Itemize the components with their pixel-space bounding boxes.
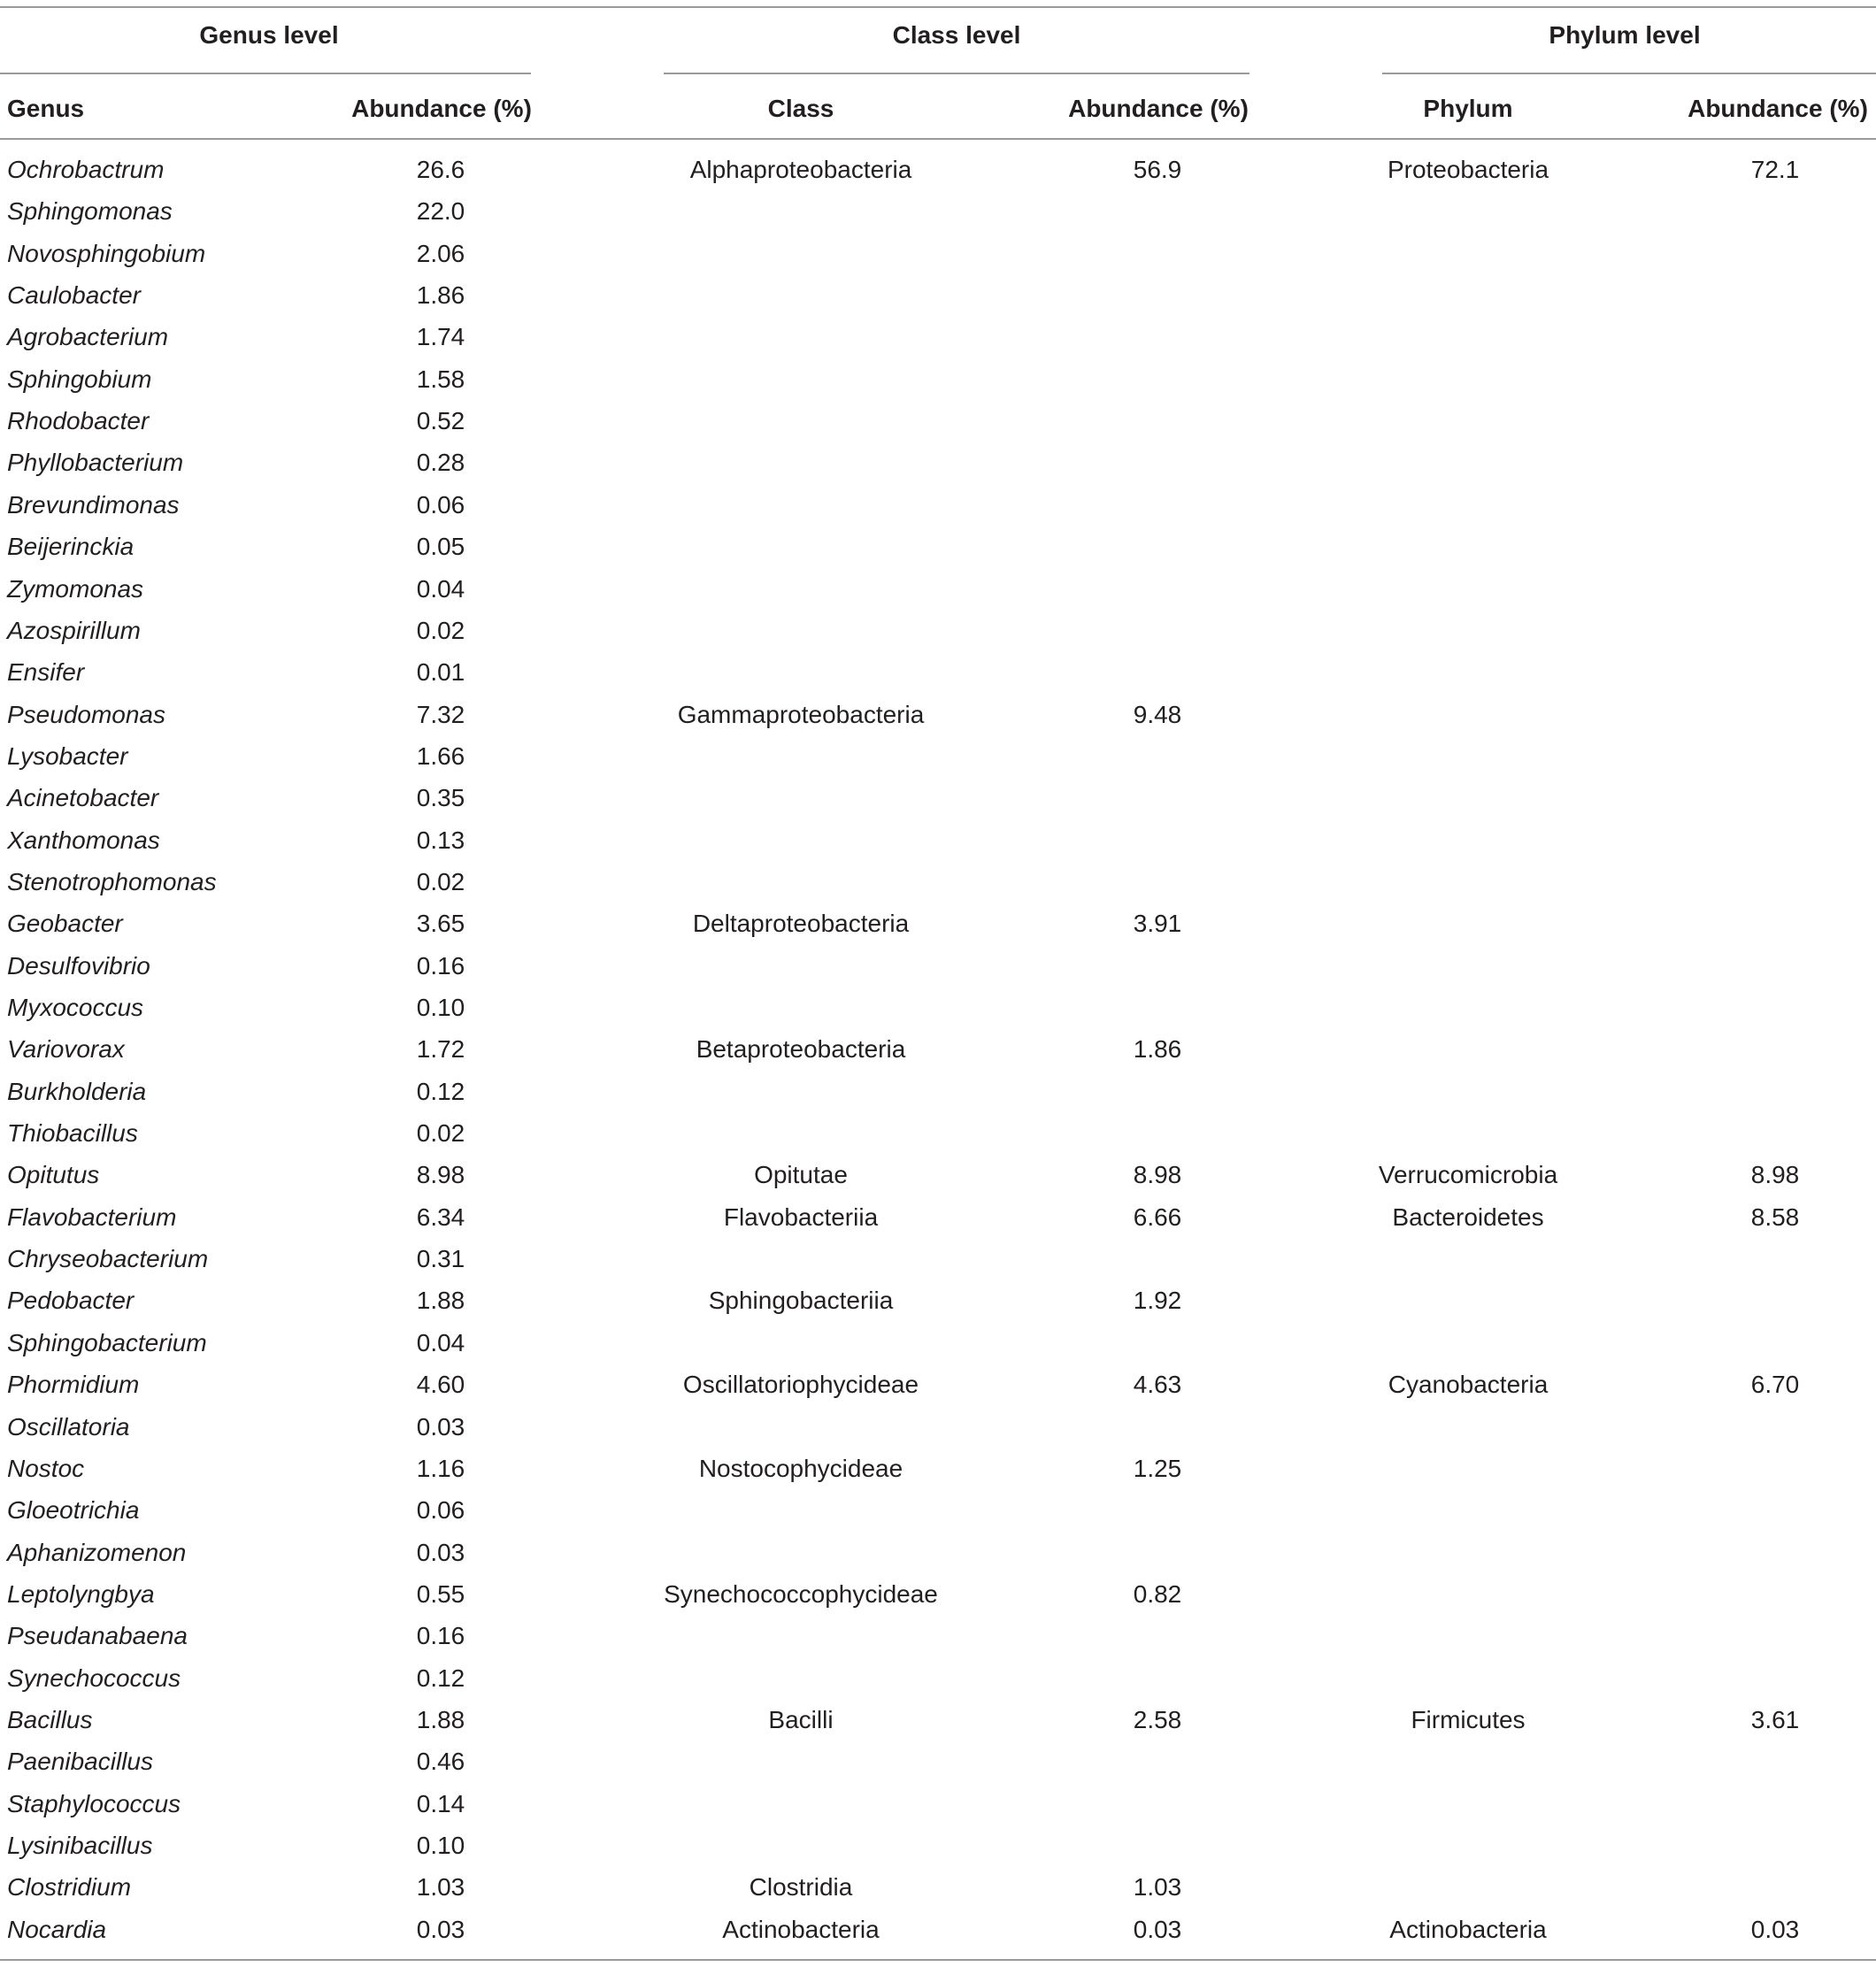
class-abundance-cell: 4.63 <box>1133 1371 1182 1399</box>
genus-cell: Novosphingobium <box>7 239 206 267</box>
genus-abundance-cell: 0.01 <box>416 658 465 687</box>
phylum-cell: Proteobacteria <box>1387 156 1549 183</box>
phylum-cell: Actinobacteria <box>1389 1915 1547 1943</box>
phylum-cell: Firmicutes <box>1411 1705 1526 1733</box>
genus-cell: Lysinibacillus <box>7 1832 153 1859</box>
genus-cell: Flavobacterium <box>7 1202 177 1231</box>
genus-cell: Bacillus <box>7 1705 93 1733</box>
class-cell: Sphingobacteriia <box>708 1287 894 1315</box>
genus-cell: Nocardia <box>7 1915 107 1943</box>
genus-abundance-cell: 0.03 <box>416 1538 465 1566</box>
genus-cell: Beijerinckia <box>7 533 135 561</box>
genus-abundance-cell: 22.0 <box>416 197 465 226</box>
class-abundance-cell: 6.66 <box>1133 1202 1182 1231</box>
genus-abundance-cell: 0.05 <box>416 533 465 561</box>
genus-cell: Variovorax <box>7 1035 125 1064</box>
genus-cell: Leptolyngbya <box>7 1579 155 1608</box>
genus-cell: Brevundimonas <box>7 490 180 519</box>
genus-abundance-cell: 0.04 <box>416 574 465 603</box>
class-level-header: Class level <box>892 21 1021 49</box>
class-abundance-cell: 56.9 <box>1133 156 1182 183</box>
genus-abundance-cell: 1.72 <box>416 1035 465 1064</box>
phylum-cell: Cyanobacteria <box>1388 1371 1549 1399</box>
genus-abundance-cell: 1.16 <box>416 1454 465 1482</box>
genus-abundance-cell: 1.88 <box>416 1705 465 1733</box>
phylum-abundance-cell: 0.03 <box>1750 1915 1800 1943</box>
genus-abundance-cell: 1.88 <box>416 1287 465 1315</box>
phylum-abundance-cell: 8.98 <box>1750 1161 1800 1189</box>
genus-abundance-cell: 1.03 <box>416 1873 465 1902</box>
class-cell: Synechococcophycideae <box>664 1579 938 1608</box>
genus-cell: Agrobacterium <box>7 323 169 351</box>
genus-cell: Synechococcus <box>7 1663 181 1692</box>
genus-abundance-cell: 0.46 <box>416 1748 465 1776</box>
genus-abundance-cell: 1.66 <box>416 741 465 770</box>
genus-cell: Pseudanabaena <box>7 1622 188 1650</box>
genus-cell: Sphingomonas <box>7 197 173 226</box>
genus-level-header: Genus level <box>199 21 339 49</box>
class-abundance-cell: 1.86 <box>1133 1035 1182 1064</box>
genus-cell: Desulfovibrio <box>7 951 150 980</box>
genus-abundance-cell: 0.06 <box>416 1496 465 1525</box>
class-cell: Nostocophycideae <box>698 1454 903 1482</box>
genus-cell: Clostridium <box>7 1873 132 1902</box>
bottom-rule <box>0 1959 1876 1961</box>
genus-cell: Caulobacter <box>7 281 141 310</box>
genus-abundance-cell: 26.6 <box>416 156 465 183</box>
class-cell: Clostridia <box>749 1873 853 1902</box>
genus-abundance-cell: 1.74 <box>416 323 465 351</box>
phylum-abundance-cell: 8.58 <box>1750 1202 1800 1231</box>
genus-cell: Sphingobacterium <box>7 1328 207 1356</box>
genus-cell: Oscillatoria <box>7 1412 130 1441</box>
phylum-cell: Bacteroidetes <box>1392 1202 1544 1231</box>
genus-abundance-cell: 0.03 <box>416 1412 465 1441</box>
class-cell: Oscillatoriophycideae <box>682 1371 919 1399</box>
class-abundance-cell: 1.25 <box>1133 1454 1182 1482</box>
phylum-abundance-cell: 3.61 <box>1750 1705 1800 1733</box>
genus-abundance-cell: 0.12 <box>416 1077 465 1105</box>
genus-abundance-cell: 0.02 <box>416 867 465 895</box>
genus-cell: Ochrobactrum <box>7 156 165 183</box>
phylum-level-header: Phylum level <box>1549 21 1701 49</box>
genus-cell: Sphingobium <box>7 365 152 393</box>
class-cell: Flavobacteriia <box>723 1202 879 1231</box>
genus-cell: Rhodobacter <box>7 407 150 435</box>
phylum-abundance-cell: 72.1 <box>1750 156 1800 183</box>
genus-cell: Thiobacillus <box>7 1119 138 1148</box>
class-abundance-cell: 1.03 <box>1133 1873 1182 1902</box>
class-cell: Deltaproteobacteria <box>692 910 910 938</box>
genus-abundance-cell: 7.32 <box>416 700 465 728</box>
genus-cell: Azospirillum <box>7 616 141 644</box>
genus-cell: Pedobacter <box>7 1287 135 1315</box>
class-cell: Actinobacteria <box>722 1915 880 1943</box>
genus-abundance-cell: 6.34 <box>416 1202 465 1231</box>
genus-abundance-cell: 3.65 <box>416 910 465 938</box>
genus-cell: Nostoc <box>7 1454 85 1482</box>
genus-cell: Opitutus <box>7 1161 100 1189</box>
genus-cell: Lysobacter <box>7 741 128 770</box>
class-abundance-cell: 9.48 <box>1133 700 1182 728</box>
genus-abundance-cell: 2.06 <box>416 239 465 267</box>
genus-abundance-cell: 0.52 <box>416 407 465 435</box>
class-abundance-cell: 3.91 <box>1133 910 1182 938</box>
genus-cell: Burkholderia <box>7 1077 147 1105</box>
genus-abundance-cell: 0.55 <box>416 1579 465 1608</box>
genus-abundance-cell: 0.12 <box>416 1663 465 1692</box>
genus-cell: Phyllobacterium <box>7 449 184 477</box>
phylum-abundance-cell: 6.70 <box>1750 1371 1800 1399</box>
genus-cell: Pseudomonas <box>7 700 166 728</box>
genus-cell: Gloeotrichia <box>7 1496 140 1525</box>
class-abundance-cell: 8.98 <box>1133 1161 1182 1189</box>
genus-abundance-cell: 0.02 <box>416 1119 465 1148</box>
genus-abundance-cell: 1.58 <box>416 365 465 393</box>
genus-abundance-cell: 8.98 <box>416 1161 465 1189</box>
genus-cell: Staphylococcus <box>7 1789 181 1817</box>
class-abundance-cell: 0.03 <box>1133 1915 1182 1943</box>
genus-cell: Ensifer <box>7 658 85 687</box>
genus-abundance-column-header: Abundance (%) <box>351 95 532 122</box>
genus-cell: Myxococcus <box>7 994 144 1021</box>
genus-abundance-cell: 0.02 <box>416 616 465 644</box>
class-cell: Betaproteobacteria <box>696 1035 906 1064</box>
genus-abundance-cell: 0.13 <box>416 826 465 854</box>
genus-cell: Xanthomonas <box>7 826 160 854</box>
phylum-abundance-column-header: Abundance (%) <box>1688 95 1868 122</box>
genus-abundance-cell: 0.10 <box>416 994 465 1021</box>
class-abundance-cell: 0.82 <box>1133 1579 1182 1608</box>
phylum-cell: Verrucomicrobia <box>1378 1161 1558 1189</box>
genus-column-header: Genus <box>7 95 85 122</box>
genus-cell: Geobacter <box>7 910 123 938</box>
phylum-column-header: Phylum <box>1423 95 1513 122</box>
genus-abundance-cell: 1.86 <box>416 281 465 310</box>
genus-abundance-cell: 0.31 <box>416 1245 465 1273</box>
genus-abundance-cell: 4.60 <box>416 1371 465 1399</box>
genus-abundance-cell: 0.14 <box>416 1789 465 1817</box>
class-abundance-cell: 2.58 <box>1133 1705 1182 1733</box>
genus-cell: Stenotrophomonas <box>7 867 217 895</box>
genus-abundance-cell: 0.16 <box>416 1622 465 1650</box>
genus-cell: Phormidium <box>7 1371 140 1399</box>
class-abundance-column-header: Abundance (%) <box>1068 95 1249 122</box>
genus-cell: Paenibacillus <box>7 1748 153 1776</box>
genus-cell: Acinetobacter <box>7 784 159 812</box>
class-cell: Opitutae <box>754 1161 848 1189</box>
genus-abundance-cell: 0.04 <box>416 1328 465 1356</box>
class-abundance-cell: 1.92 <box>1133 1287 1182 1315</box>
genus-cell: Zymomonas <box>7 574 144 603</box>
genus-abundance-cell: 0.03 <box>416 1915 465 1943</box>
genus-abundance-cell: 0.35 <box>416 784 465 812</box>
genus-cell: Aphanizomenon <box>7 1538 187 1566</box>
class-cell: Bacilli <box>768 1705 834 1733</box>
class-cell: Gammaproteobacteria <box>677 700 925 728</box>
genus-abundance-cell: 0.10 <box>416 1832 465 1859</box>
class-cell: Alphaproteobacteria <box>689 156 912 183</box>
class-column-header: Class <box>767 95 834 122</box>
genus-abundance-cell: 0.28 <box>416 449 465 477</box>
genus-abundance-cell: 0.16 <box>416 951 465 980</box>
genus-cell: Chryseobacterium <box>7 1245 209 1273</box>
genus-abundance-cell: 0.06 <box>416 490 465 519</box>
